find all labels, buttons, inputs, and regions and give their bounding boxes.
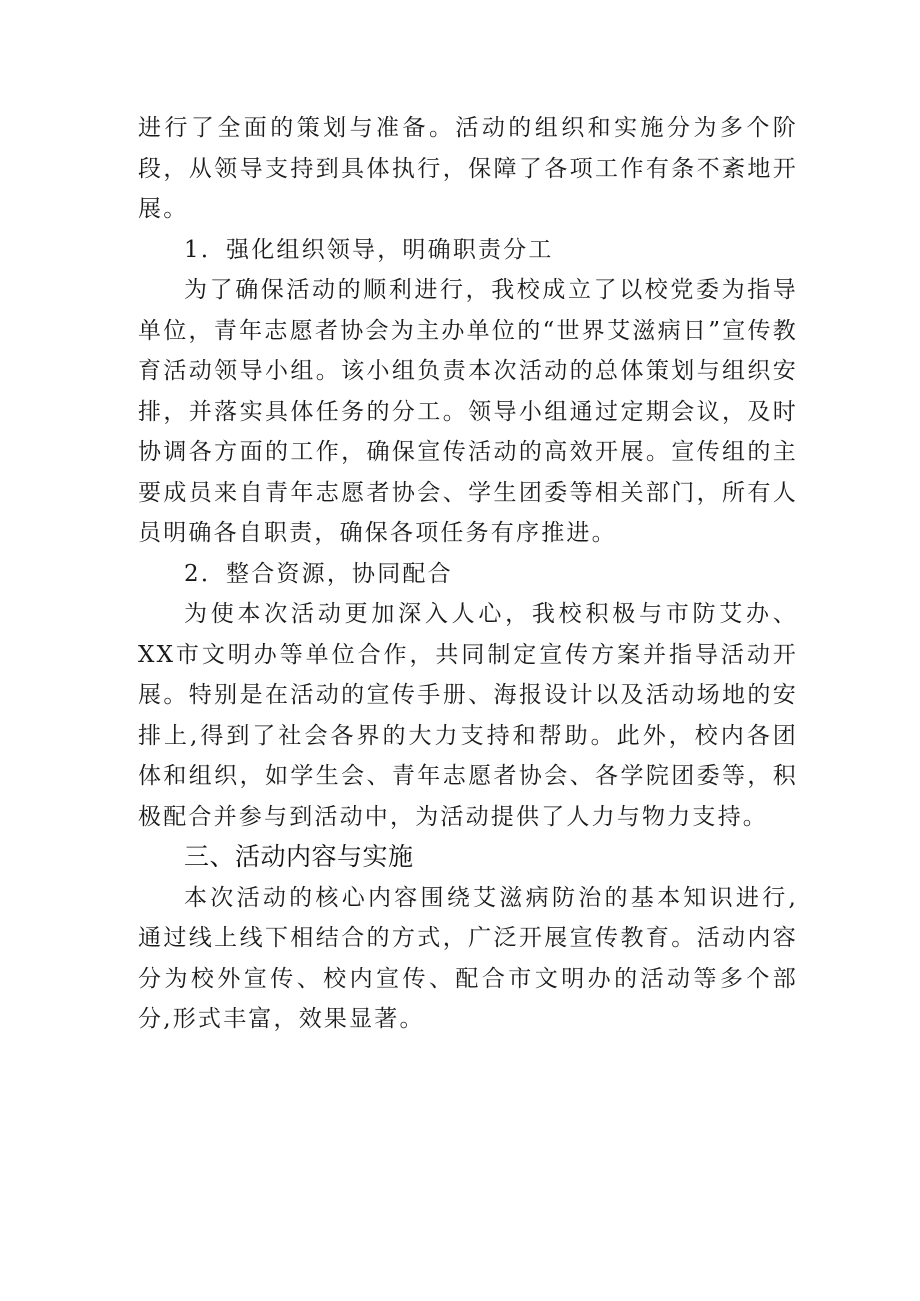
subheading-2: 2．整合资源，协同配合: [184, 560, 453, 587]
paragraph-3: 本次活动的核心内容围绕艾滋病防治的基本知识进行,通过线上线下相结合的方式，广泛开展宣传教育。活动内容分为校外宣传、校内宣传、配合市文明办的活动等多个部分,形式丰富，效果显著。: [138, 884, 798, 1032]
paragraph-1: 为了确保活动的顺利进行，我校成立了以校党委为指导单位，青年志愿者协会为主办单位的“世界艾滋病日”宣传教育活动领导小组。该小组负责本次活动的总体策划与组织安排，并落实具体任务的分工。领导小组通过定期会议，及时协调各方面的工作，确保宣传活动的高效开展。宣传组的主要成员来自青年志愿者协会、学生团委等相关部门，所有人员明确各自职责，确保各项任务有序推进。: [138, 277, 798, 546]
document-body: [138, 108, 798, 1040]
paragraph-2: 为使本次活动更加深入人心，我校积极与市防艾办、XX市文明办等单位合作，共同制定宣传方案并指导活动开展。特别是在活动的宣传手册、海报设计以及活动场地的安排上,得到了社会各界的大力支持和帮助。此外，校内各团体和组织，如学生会、青年志愿者协会、各学院团委等，积极配合并参与到活动中，为活动提供了人力与物力支持。: [138, 601, 798, 830]
subheading-1: 1．强化组织领导，明确职责分工: [184, 236, 554, 263]
intro-paragraph: 进行了全面的策划与准备。活动的组织和实施分为多个阶段，从领导支持到具体执行，保障了各项工作有条不紊地开展。: [138, 115, 798, 222]
section-heading-3: 三、活动内容与实施: [184, 842, 414, 871]
